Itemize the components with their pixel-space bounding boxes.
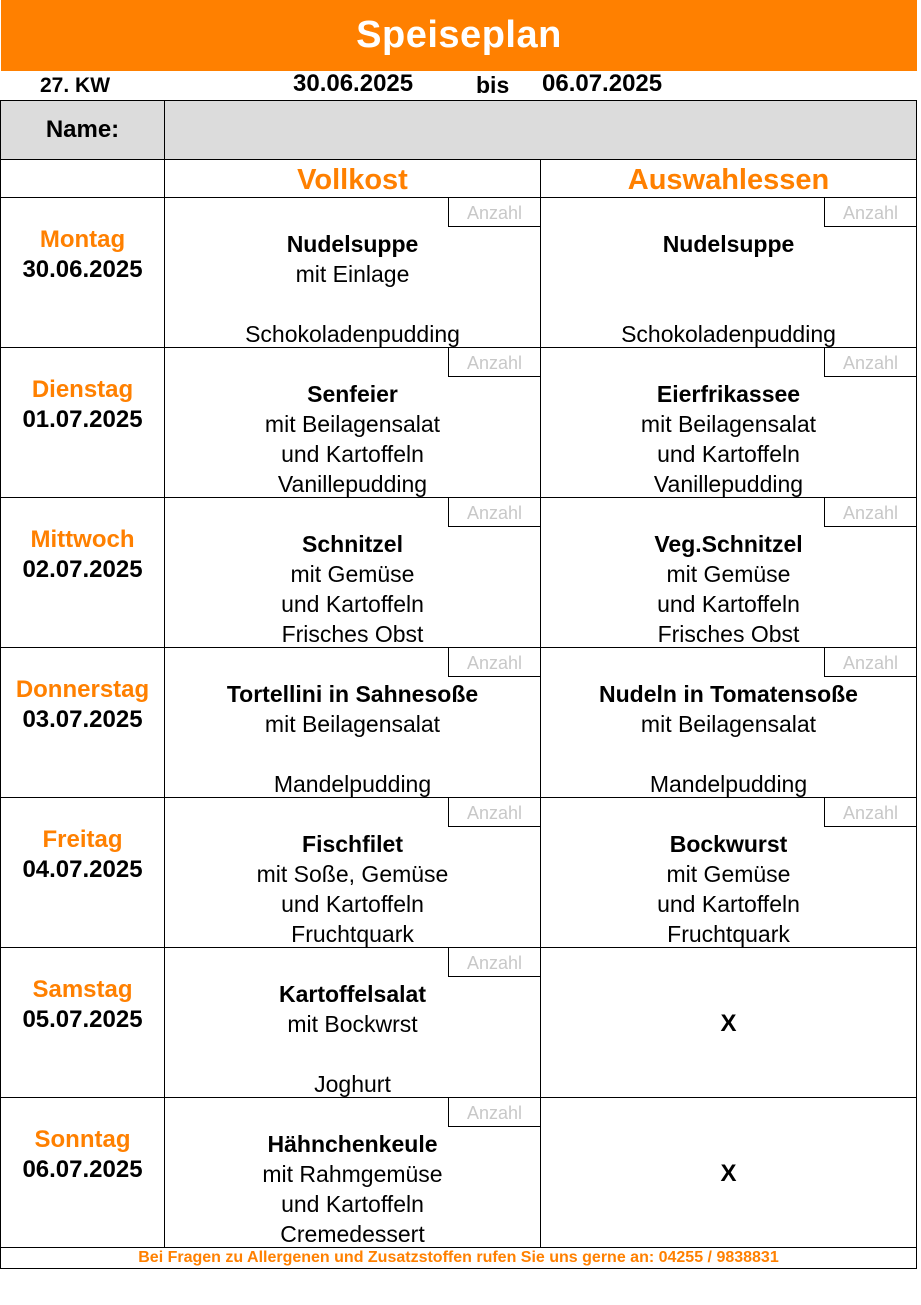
day-label bbox=[1, 798, 165, 947]
day-row bbox=[1, 497, 917, 647]
anzahl-input-field[interactable]: Anzahl bbox=[824, 348, 916, 377]
meal-main-dish: Senfeier bbox=[307, 381, 398, 407]
day-date: 30.06.2025 bbox=[22, 256, 143, 283]
meal-line: Frisches Obst bbox=[281, 621, 424, 647]
meal-line: Schokoladenpudding bbox=[245, 321, 460, 347]
meal-line: mit Einlage bbox=[295, 261, 410, 287]
auswahlessen-cell bbox=[541, 348, 917, 497]
vollkost-cell bbox=[165, 1098, 541, 1247]
day-rows bbox=[1, 197, 917, 1247]
meal-main-dish: Eierfrikassee bbox=[656, 381, 801, 407]
meal-line: und Kartoffeln bbox=[657, 891, 800, 917]
meal-main-dish: Hähnchenkeule bbox=[267, 1131, 438, 1157]
day-row bbox=[1, 1097, 917, 1247]
meal-main-dish: Bockwurst bbox=[669, 831, 788, 857]
meal-line: Vanillepudding bbox=[277, 471, 428, 497]
anzahl-input-field[interactable]: Anzahl bbox=[824, 498, 916, 527]
meal-description bbox=[165, 979, 540, 1099]
meal-description bbox=[165, 1129, 540, 1249]
meal-line bbox=[165, 289, 540, 319]
day-row bbox=[1, 647, 917, 797]
date-to: 06.07.2025 bbox=[542, 70, 663, 97]
meal-description bbox=[165, 529, 540, 649]
meal-line: Joghurt bbox=[314, 1071, 391, 1097]
meal-main-dish: Veg.Schnitzel bbox=[654, 531, 803, 557]
day-name: Samstag bbox=[32, 976, 133, 1003]
vollkost-cell bbox=[165, 498, 541, 647]
vollkost-cell bbox=[165, 348, 541, 497]
meal-line: mit Soße, Gemüse bbox=[256, 861, 449, 887]
day-date: 04.07.2025 bbox=[22, 856, 143, 883]
vollkost-cell bbox=[165, 948, 541, 1097]
column-header-auswahlessen: Auswahlessen bbox=[541, 160, 917, 197]
meal-line bbox=[541, 289, 916, 319]
day-name: Donnerstag bbox=[15, 676, 150, 703]
vollkost-cell bbox=[165, 648, 541, 797]
meal-line: Mandelpudding bbox=[273, 771, 432, 797]
auswahlessen-cell bbox=[541, 198, 917, 347]
day-date: 01.07.2025 bbox=[22, 406, 143, 433]
day-date: 05.07.2025 bbox=[22, 1006, 143, 1033]
meal-main-dish: Nudelsuppe bbox=[286, 231, 419, 257]
meal-description bbox=[541, 529, 916, 649]
meal-line: und Kartoffeln bbox=[281, 1191, 424, 1217]
meal-line: Mandelpudding bbox=[649, 771, 808, 797]
name-label: Name: bbox=[1, 101, 165, 159]
meal-description bbox=[541, 379, 916, 499]
name-input-field[interactable] bbox=[165, 101, 917, 159]
no-meal-mark: X bbox=[720, 1160, 737, 1187]
meal-line: Fruchtquark bbox=[667, 921, 790, 947]
meal-description bbox=[165, 679, 540, 799]
meal-line: mit Gemüse bbox=[666, 861, 791, 887]
meal-line: mit Beilagensalat bbox=[264, 711, 441, 737]
calendar-week: 27. KW bbox=[40, 74, 111, 97]
day-name: Freitag bbox=[42, 826, 123, 853]
anzahl-input-field[interactable]: Anzahl bbox=[824, 798, 916, 827]
allergen-footer-note: Bei Fragen zu Allergenen und Zusatzstoffen rufen Sie uns gerne an: 04255 / 9838831 bbox=[1, 1247, 917, 1269]
vollkost-cell bbox=[165, 798, 541, 947]
anzahl-input-field[interactable]: Anzahl bbox=[824, 198, 916, 227]
day-label bbox=[1, 1098, 165, 1247]
meal-main-dish: Kartoffelsalat bbox=[279, 981, 426, 1007]
day-label bbox=[1, 348, 165, 497]
anzahl-input-field[interactable]: Anzahl bbox=[448, 1098, 540, 1127]
date-range-separator: bis bbox=[476, 72, 510, 98]
meal-description bbox=[165, 829, 540, 949]
meal-line: Frisches Obst bbox=[657, 621, 800, 647]
meal-line: mit Beilagensalat bbox=[640, 411, 817, 437]
meal-line: und Kartoffeln bbox=[281, 591, 424, 617]
meal-line: mit Rahmgemüse bbox=[262, 1161, 443, 1187]
meal-description bbox=[165, 379, 540, 499]
auswahlessen-cell bbox=[541, 948, 917, 1097]
meal-description bbox=[541, 829, 916, 949]
meal-line: mit Gemüse bbox=[290, 561, 415, 587]
meal-line: Schokoladenpudding bbox=[621, 321, 836, 347]
meal-line: mit Beilagensalat bbox=[640, 711, 817, 737]
meal-line: mit Beilagensalat bbox=[264, 411, 441, 437]
day-date: 02.07.2025 bbox=[22, 556, 143, 583]
column-header-row bbox=[1, 160, 917, 197]
page-title: Speiseplan bbox=[1, 0, 917, 71]
meal-line bbox=[165, 739, 540, 769]
auswahlessen-cell bbox=[541, 798, 917, 947]
day-label bbox=[1, 648, 165, 797]
menu-table bbox=[0, 100, 917, 1269]
day-row bbox=[1, 947, 917, 1097]
meal-line: und Kartoffeln bbox=[281, 891, 424, 917]
date-from: 30.06.2025 bbox=[293, 70, 414, 97]
anzahl-input-field[interactable]: Anzahl bbox=[448, 798, 540, 827]
anzahl-input-field[interactable]: Anzahl bbox=[448, 948, 540, 977]
meal-description bbox=[541, 679, 916, 799]
meal-main-dish: Schnitzel bbox=[302, 531, 403, 557]
day-row bbox=[1, 797, 917, 947]
meal-line bbox=[541, 739, 916, 769]
anzahl-input-field[interactable]: Anzahl bbox=[448, 498, 540, 527]
meal-line: mit Bockwrst bbox=[287, 1011, 418, 1037]
meal-line: Cremedessert bbox=[280, 1221, 425, 1247]
meal-main-dish: Nudelsuppe bbox=[662, 231, 795, 257]
auswahlessen-cell bbox=[541, 1098, 917, 1247]
meal-line: Fruchtquark bbox=[291, 921, 414, 947]
vollkost-cell bbox=[165, 198, 541, 347]
meal-line: und Kartoffeln bbox=[281, 441, 424, 467]
meal-line bbox=[165, 1039, 540, 1069]
meal-description bbox=[165, 229, 540, 349]
day-name: Dienstag bbox=[31, 376, 134, 403]
meal-line: mit Gemüse bbox=[666, 561, 791, 587]
meal-main-dish: Tortellini in Sahnesoße bbox=[226, 681, 479, 707]
meal-line bbox=[541, 259, 916, 289]
anzahl-input-field[interactable]: Anzahl bbox=[824, 648, 916, 677]
meal-line: Vanillepudding bbox=[653, 471, 804, 497]
meal-line: und Kartoffeln bbox=[657, 441, 800, 467]
day-label bbox=[1, 948, 165, 1097]
anzahl-input-field[interactable]: Anzahl bbox=[448, 198, 540, 227]
column-header-vollkost: Vollkost bbox=[165, 160, 541, 197]
day-label bbox=[1, 198, 165, 347]
auswahlessen-cell bbox=[541, 498, 917, 647]
day-name: Sonntag bbox=[34, 1126, 131, 1153]
no-meal-mark: X bbox=[720, 1010, 737, 1037]
header-blank-cell bbox=[1, 160, 165, 197]
day-name: Mittwoch bbox=[30, 526, 135, 553]
name-row bbox=[1, 100, 917, 160]
auswahlessen-cell bbox=[541, 648, 917, 797]
meal-main-dish: Nudeln in Tomatensoße bbox=[599, 681, 858, 707]
day-row bbox=[1, 347, 917, 497]
day-date: 03.07.2025 bbox=[22, 706, 143, 733]
meal-description bbox=[541, 229, 916, 349]
meal-line: und Kartoffeln bbox=[657, 591, 800, 617]
anzahl-input-field[interactable]: Anzahl bbox=[448, 348, 540, 377]
anzahl-input-field[interactable]: Anzahl bbox=[448, 648, 540, 677]
day-label bbox=[1, 498, 165, 647]
day-name: Montag bbox=[39, 226, 126, 253]
day-date: 06.07.2025 bbox=[22, 1156, 143, 1183]
day-row bbox=[1, 197, 917, 347]
meal-main-dish: Fischfilet bbox=[302, 831, 403, 857]
